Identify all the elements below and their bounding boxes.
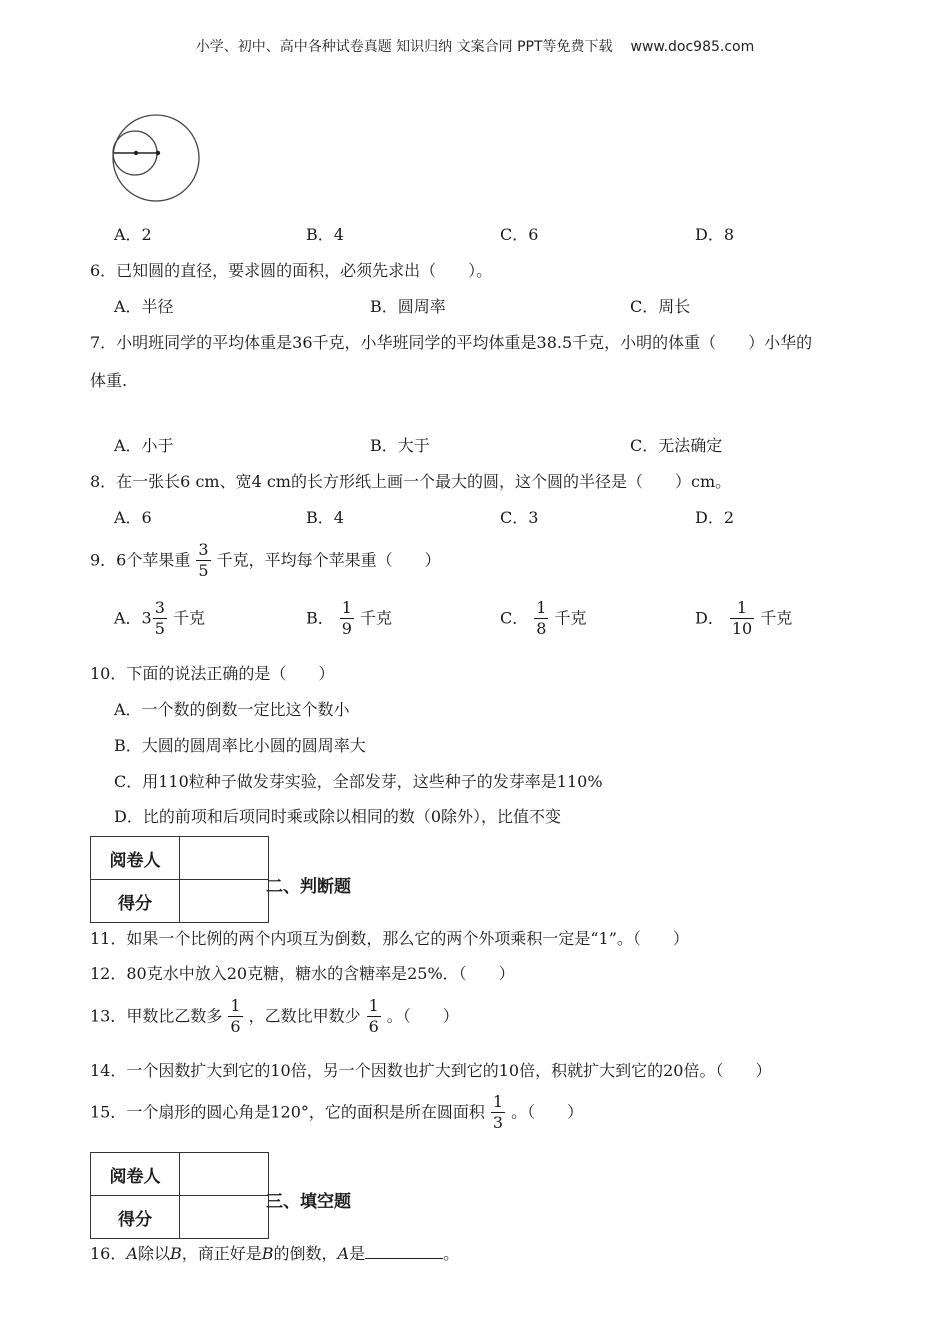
q9-option-c-unit: 千克 [554,608,587,628]
q8-option-a: A．6 [114,508,152,527]
q6-option-c: C．周长 [630,297,691,316]
q8-option-b: B．4 [306,508,344,527]
q13-fraction-1 [228,998,242,1036]
header-text: 小学、初中、高中各种试卷真题 知识归纳 文案合同 PPT等免费下载 [195,39,613,55]
q16-part1: 16． [90,1244,127,1263]
q9-option-d-fraction [730,600,754,638]
q10-text: 10．下面的说法正确的是（ ） [90,664,335,683]
q9-option-c-den: 8 [536,618,547,638]
q9-option-c-num: 1 [536,598,547,617]
reviewer-label: 阅卷人 [91,1153,180,1196]
q9-option-a [114,600,205,638]
q8-option-d: D．2 [695,508,735,527]
q9-option-c-fraction [534,600,548,638]
q13-fraction-2 [367,998,381,1036]
q15-part2: 。（ ） [511,1102,584,1122]
q9-option-a-den: 5 [154,618,165,638]
q9-option-c [500,600,586,638]
q9-option-d-unit: 千克 [760,608,793,628]
q11-text: 11．如果一个比例的两个内项互为倒数，那么它的两个外项乘积一定是“1”。（ ） [90,929,689,948]
q9-option-b-unit: 千克 [359,608,392,628]
q13-part2: ，乙数比甲数少 [248,1006,361,1026]
q9-option-a-unit: 千克 [172,608,205,628]
q16-part2: 除以 [137,1244,170,1263]
q16-var-a1: A [126,1244,138,1263]
q9-option-b-num: 1 [341,598,352,617]
reviewer-label: 阅卷人 [91,837,180,880]
endpoint-dot [156,151,160,155]
score-table-2 [90,1152,269,1239]
q9-option-c-label: C． [500,608,529,628]
q7-option-c: C．无法确定 [630,436,723,455]
q9-suffix: 千克，平均每个苹果重（ ） [216,550,441,570]
q13-part1: 13．甲数比乙数多 [90,1006,223,1026]
q10-option-b: B．大圆的圆周率比小圆的圆周率大 [114,736,366,755]
q7-line1: 7．小明班同学的平均体重是36千克，小华班同学的平均体重是38.5千克，小明的体重（ ）小华的 [90,333,813,352]
q9-fraction-den: 5 [198,560,209,580]
q9-option-b-label: B． [306,608,334,628]
section-3-title: 三、填空题 [266,1192,351,1212]
center-dot [134,151,138,155]
circles-figure [110,112,206,204]
q6-option-a: A．半径 [114,297,174,316]
q14-text: 14．一个因数扩大到它的10倍，另一个因数也扩大到它的10倍，积就扩大到它的20倍。（ ） [90,1061,772,1080]
q7-option-b: B．大于 [370,436,430,455]
q15-f-num: 1 [492,1092,504,1111]
q8-option-c: C．3 [500,508,539,527]
header-site: www.doc985.com [630,39,755,55]
section-2-title: 二、判断题 [266,877,351,897]
q5-option-a: A．2 [114,225,152,244]
q13-f1-den: 6 [230,1016,241,1036]
q16-text [90,1241,459,1264]
q9-option-b [306,600,392,638]
q7-option-a: A．小于 [114,436,174,455]
reviewer-cell[interactable] [180,837,269,880]
q13-text [90,998,459,1036]
q9-prefix: 9．6个苹果重 [90,550,191,570]
q15-fraction [491,1094,505,1132]
score-label: 得分 [91,1196,180,1239]
q15-text [90,1094,583,1132]
q9-option-d-label: D． [695,608,724,628]
q12-text: 12．80克水中放入20克糖，糖水的含糖率是25%．（ ） [90,964,515,983]
q16-answer-blank[interactable] [365,1244,443,1259]
q6-text: 6．已知圆的直径，要求圆的面积，必须先求出（ ）。 [90,261,493,280]
q10-option-d: D．比的前项和后项同时乘或除以相同的数（0除外），比值不变 [114,807,562,826]
reviewer-cell[interactable] [180,1153,269,1196]
q16-var-a2: A [337,1244,350,1263]
q16-part3: ，商正好是 [181,1244,262,1263]
q9-option-d-num: 1 [736,598,748,617]
q9-option-b-den: 9 [341,618,352,638]
q9-fraction [196,542,210,580]
q5-option-c: C．6 [500,225,539,244]
q16-part5: 是 [349,1244,366,1263]
score-label: 得分 [91,880,180,923]
q8-text: 8．在一张长6 cm、宽4 cm的长方形纸上画一个最大的圆，这个圆的半径是（ ）cm。 [90,472,732,491]
q13-part3: 。（ ） [386,1006,459,1026]
q16-part6: 。 [443,1244,460,1263]
q9-option-a-num: 3 [154,598,165,617]
q9-option-a-fraction [153,600,167,638]
q6-option-b: B．圆周率 [370,297,446,316]
q13-f2-den: 6 [368,1016,379,1036]
q15-part1: 15．一个扇形的圆心角是120°，它的面积是所在圆面积 [90,1102,485,1122]
q16-var-b1: B [169,1244,182,1263]
q13-f2-num: 1 [368,996,379,1015]
q10-option-a: A．一个数的倒数一定比这个数小 [114,700,350,719]
q9-fraction-num: 3 [198,540,209,559]
score-table-1 [90,836,269,923]
q13-f1-num: 1 [230,996,241,1015]
q15-f-den: 3 [492,1112,504,1132]
q16-part4: 的倒数， [273,1244,338,1263]
score-cell[interactable] [180,880,269,923]
q16-var-b2: B [261,1244,274,1263]
q9-option-d-den: 10 [731,618,753,638]
q9-stem [90,542,441,580]
q5-option-d: D．8 [695,225,735,244]
score-cell[interactable] [180,1196,269,1239]
q7-line2: 体重. [90,371,128,390]
page-header [0,36,950,56]
q9-option-a-label: A．3 [114,608,152,628]
q5-option-b: B．4 [306,225,344,244]
q10-option-c: C．用110粒种子做发芽实验，全部发芽，这些种子的发芽率是110% [114,772,603,791]
q9-option-d [695,600,792,638]
q9-option-b-fraction [340,600,354,638]
